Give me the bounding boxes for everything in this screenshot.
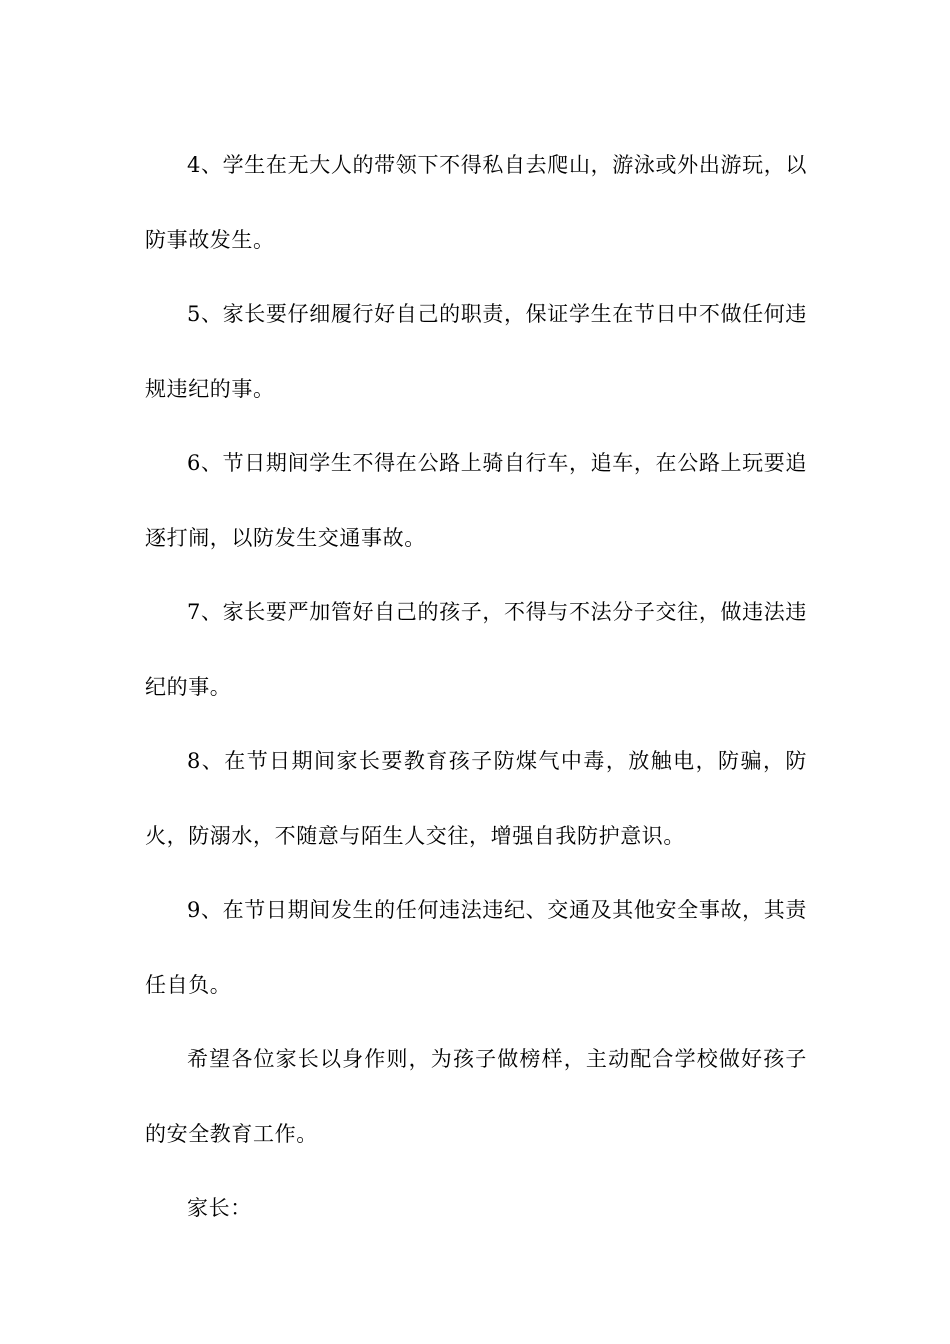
rule-item-6: 6、节日期间学生不得在公路上骑自行车，追车，在公路上玩要追逐打闹，以防发生交通事故。 bbox=[145, 451, 807, 550]
rule-item-7: 7、家长要严加管好自己的孩子，不得与不法分子交往，做违法违纪的事。 bbox=[145, 600, 807, 699]
rule-item-8: 8、在节日期间家长要教育孩子防煤气中毒，放触电，防骗，防火，防溺水，不随意与陌生人交往，增强自我防护意识。 bbox=[145, 749, 807, 848]
document-body bbox=[145, 128, 807, 1246]
rule-item-5: 5、家长要仔细履行好自己的职责，保证学生在节日中不做任何违规违纪的事。 bbox=[145, 302, 807, 401]
parent-signature-label: 家长： bbox=[187, 1196, 252, 1220]
rule-item-4: 4、学生在无大人的带领下不得私自去爬山，游泳或外出游玩，以防事故发生。 bbox=[145, 153, 807, 252]
closing-paragraph: 希望各位家长以身作则，为孩子做榜样，主动配合学校做好孩子的安全教育工作。 bbox=[145, 1047, 807, 1146]
rule-item-9: 9、在节日期间发生的任何违法违纪、交通及其他安全事故，其责任自负。 bbox=[145, 898, 807, 997]
